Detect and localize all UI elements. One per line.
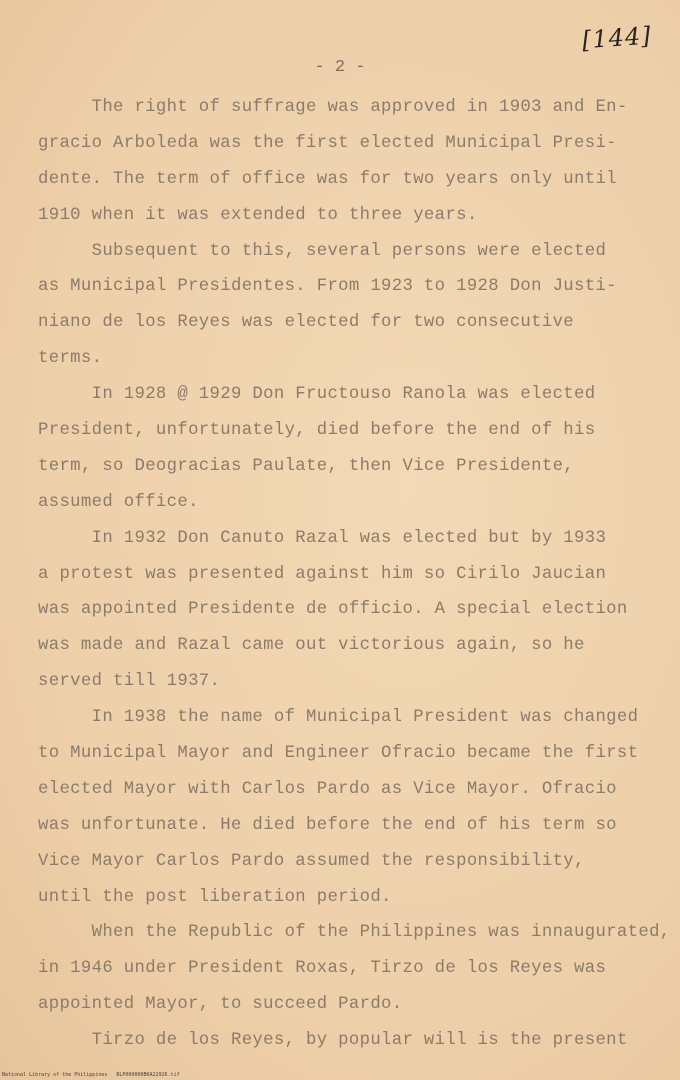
text-line: In 1932 Don Canuto Razal was elected but by 1933 (38, 528, 607, 548)
text-line: as Municipal Presidentes. From 1923 to 1928 Don Justi- (38, 277, 617, 297)
text-line: Tirzo de los Reyes, by popular will is the present (38, 1031, 628, 1051)
text-line: until the post liberation period. (38, 887, 392, 907)
text-line: assumed office. (38, 492, 199, 512)
text-line: served till 1937. (38, 672, 221, 692)
handwritten-page-annotation: [144] (581, 21, 653, 55)
text-line: Subsequent to this, several persons were elected (38, 241, 607, 261)
text-line: elected Mayor with Carlos Pardo as Vice Mayor. Ofracio (38, 779, 617, 799)
text-line: was unfortunate. He died before the end of his term so (38, 815, 617, 835)
text-line: 1910 when it was extended to three years. (38, 205, 478, 225)
text-line: When the Republic of the Philippines was innaugurated, (38, 923, 671, 943)
text-line: dente. The term of office was for two years only until (38, 169, 617, 189)
text-line: terms. (38, 349, 103, 369)
text-line: niano de los Reyes was elected for two consecutive (38, 313, 575, 333)
text-line: In 1938 the name of Municipal President was changed (38, 708, 639, 728)
archive-footer: National Library of the Philippines BLP000000BKA22926.tif (2, 1072, 180, 1078)
text-line: to Municipal Mayor and Engineer Ofracio became the first (38, 744, 639, 764)
text-line: in 1946 under President Roxas, Tirzo de los Reyes was (38, 959, 607, 979)
text-line: was made and Razal came out victorious again, so he (38, 636, 585, 656)
text-line: appointed Mayor, to succeed Pardo. (38, 995, 403, 1015)
text-line: a protest was presented against him so Cirilo Jaucian (38, 564, 607, 584)
text-line: In 1928 @ 1929 Don Fructouso Ranola was elected (38, 385, 596, 405)
page-number: - 2 - (314, 58, 366, 77)
text-line: gracio Arboleda was the first elected Municipal Presi- (38, 133, 617, 153)
text-line: term, so Deogracias Paulate, then Vice Presidente, (38, 456, 575, 476)
text-line: was appointed Presidente de officio. A special election (38, 600, 628, 620)
typed-body-text (38, 90, 671, 1059)
text-line: The right of suffrage was approved in 1903 and En- (38, 98, 628, 117)
text-line: President, unfortunately, died before the end of his (38, 421, 596, 441)
text-line: Vice Mayor Carlos Pardo assumed the responsibility, (38, 851, 585, 871)
